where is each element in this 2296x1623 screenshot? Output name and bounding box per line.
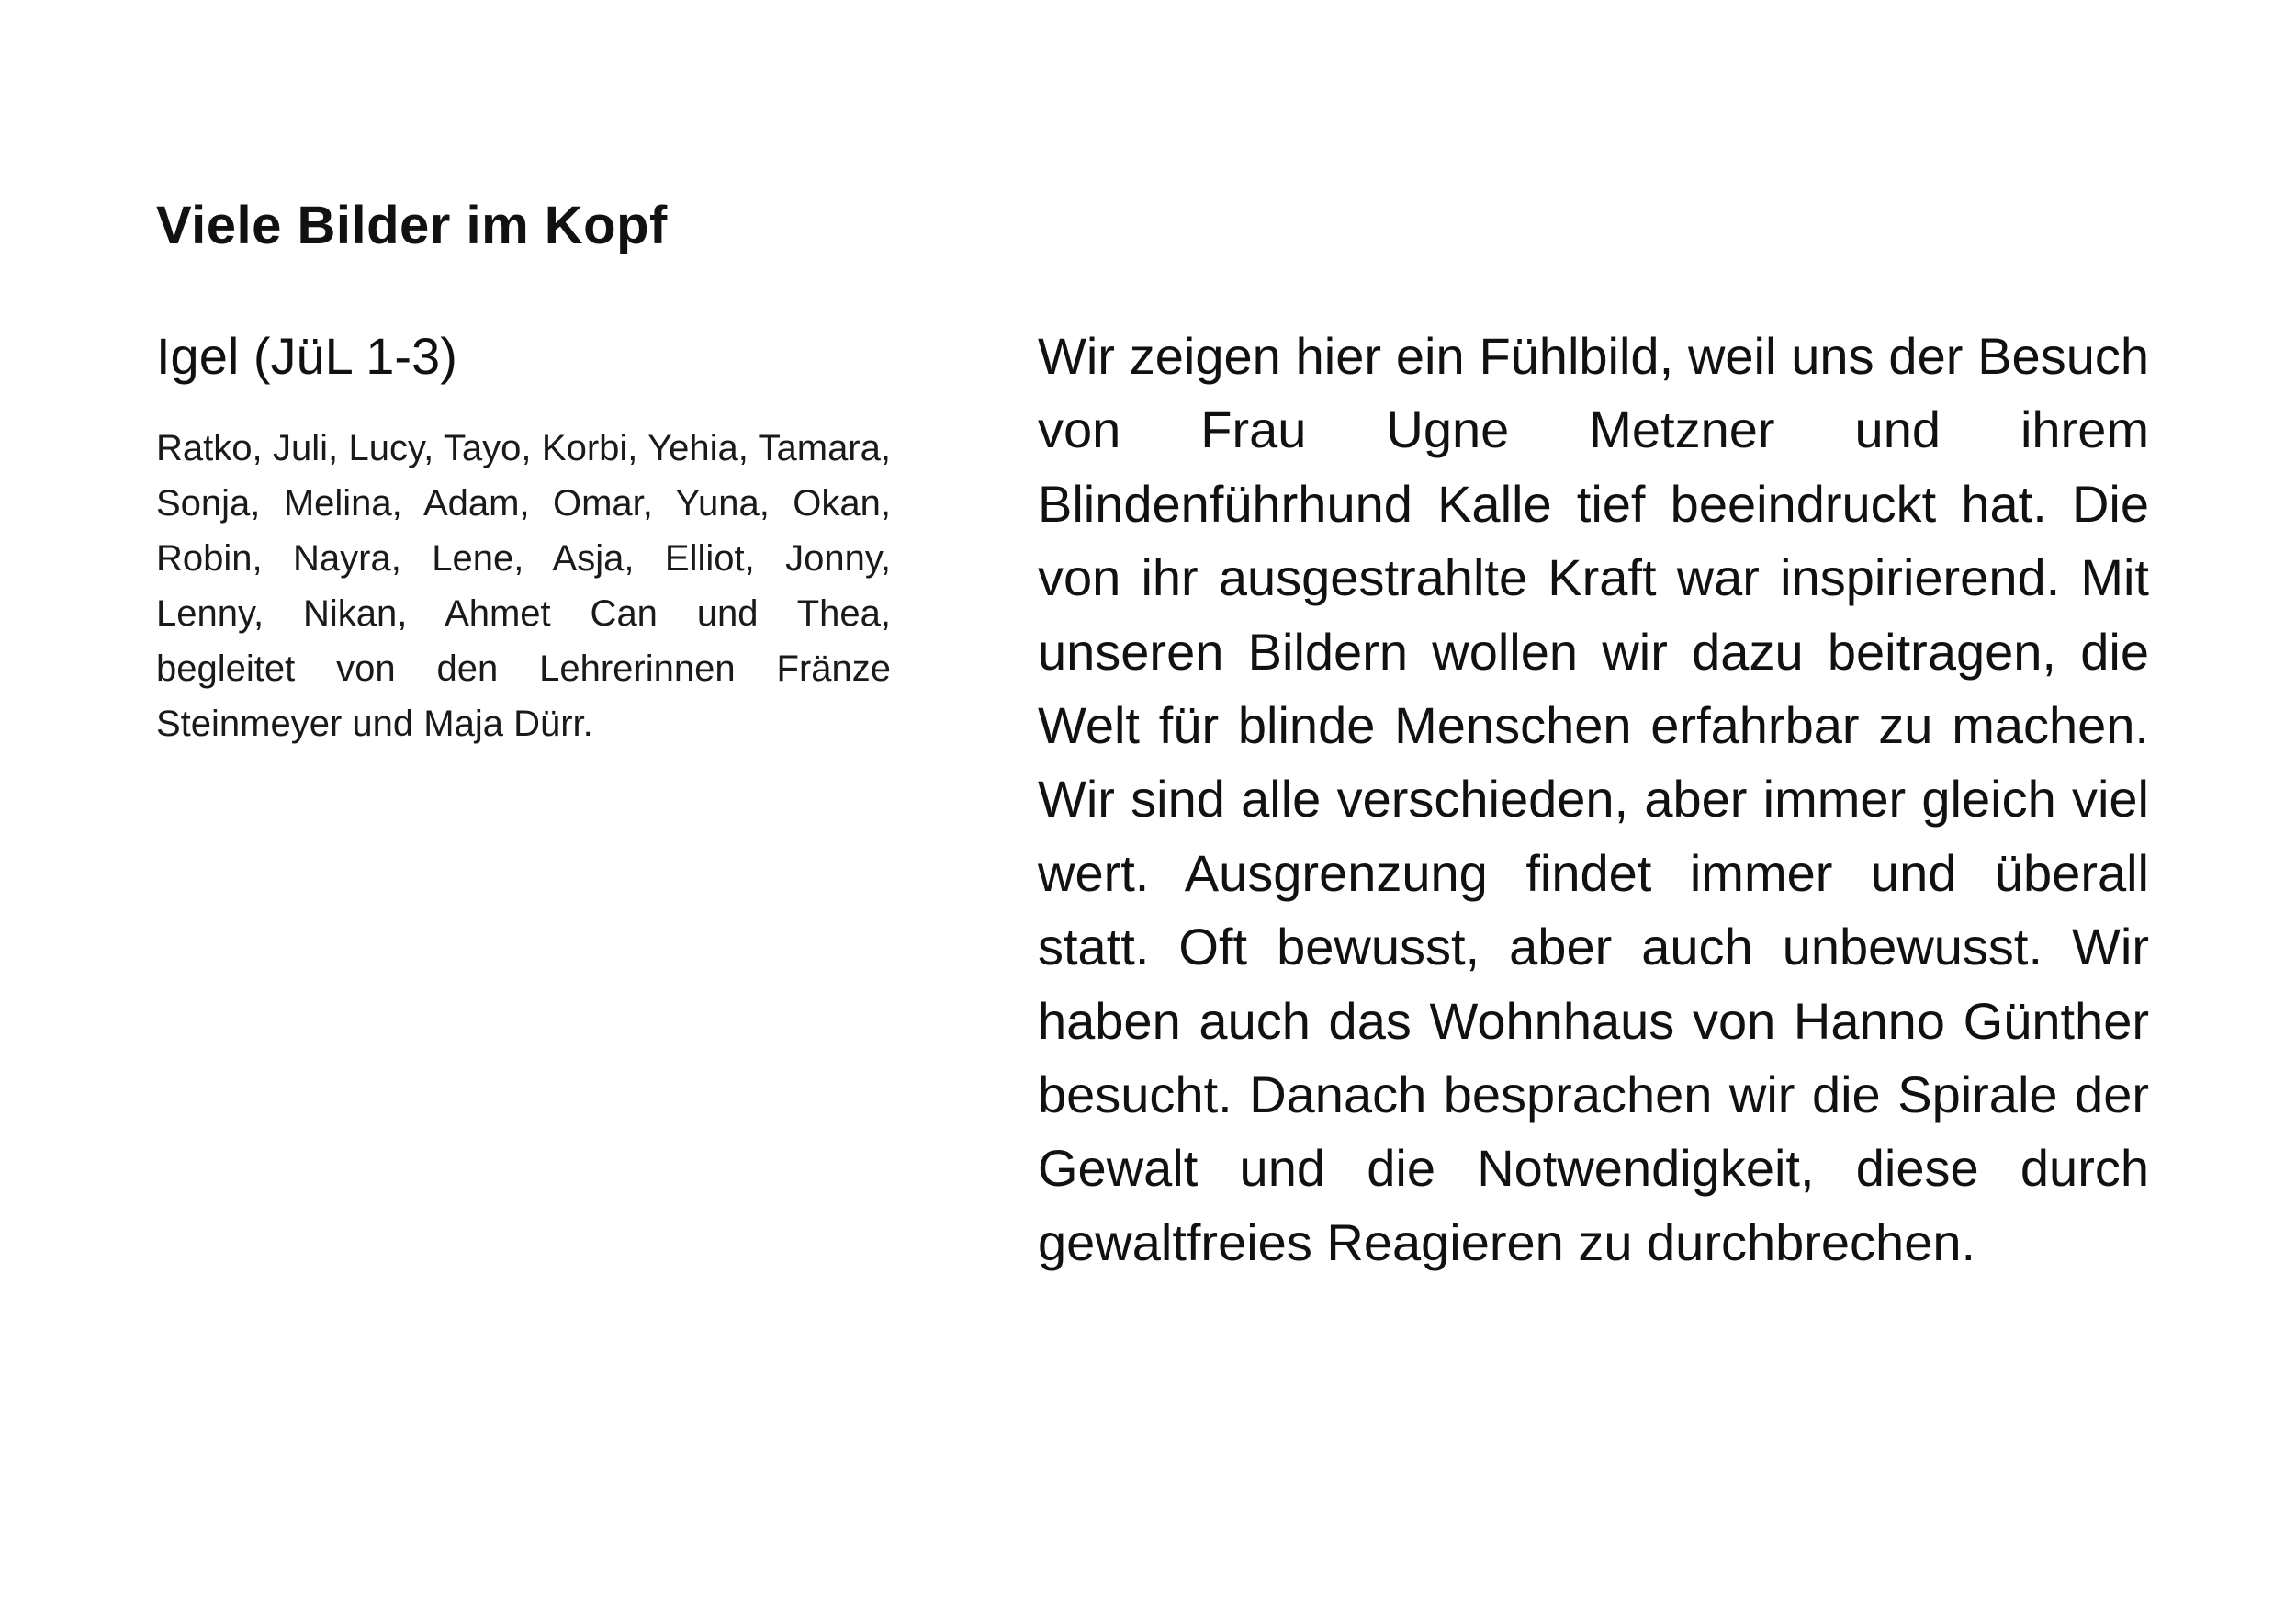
body-paragraph: Wir zeigen hier ein Fühlbild, weil uns der Besuch von Frau Ugne Metzner und ihrem Blindenführhund Kalle tief beeindruckt hat. Die von ihr ausgestrahlte Kraft war inspirierend. Mit unseren Bildern wollen wir dazu beitragen, die Welt für blinde Menschen erfahrbar zu machen. Wir sind alle verschieden, aber immer gleich viel wert. Ausgrenzung findet immer und überall statt. Oft bewusst, aber auch unbewusst. Wir haben auch das Wohnhaus von Hanno Günther besucht. Danach besprachen wir die Spirale der Gewalt und die Notwendigkeit, diese durch gewaltfreies Reagieren zu durchbrechen. (1038, 327, 2149, 1271)
group-name: Igel (JüL 1-3) (156, 327, 457, 385)
group-info (156, 323, 891, 751)
page-title: Viele Bilder im Kopf (156, 196, 668, 255)
participants-list: Ratko, Juli, Lucy, Tayo, Korbi, Yehia, Tamara, Sonja, Melina, Adam, Omar, Yuna, Okan, Robin, Nayra, Lene, Asja, Elliot, Jonny, Lenny, Nikan, Ahmet Can und Thea, begleitet von den Lehrerinnen Fränze Steinmeyer und Maja Dürr. (156, 428, 891, 744)
main-text-column (1038, 320, 2149, 1279)
